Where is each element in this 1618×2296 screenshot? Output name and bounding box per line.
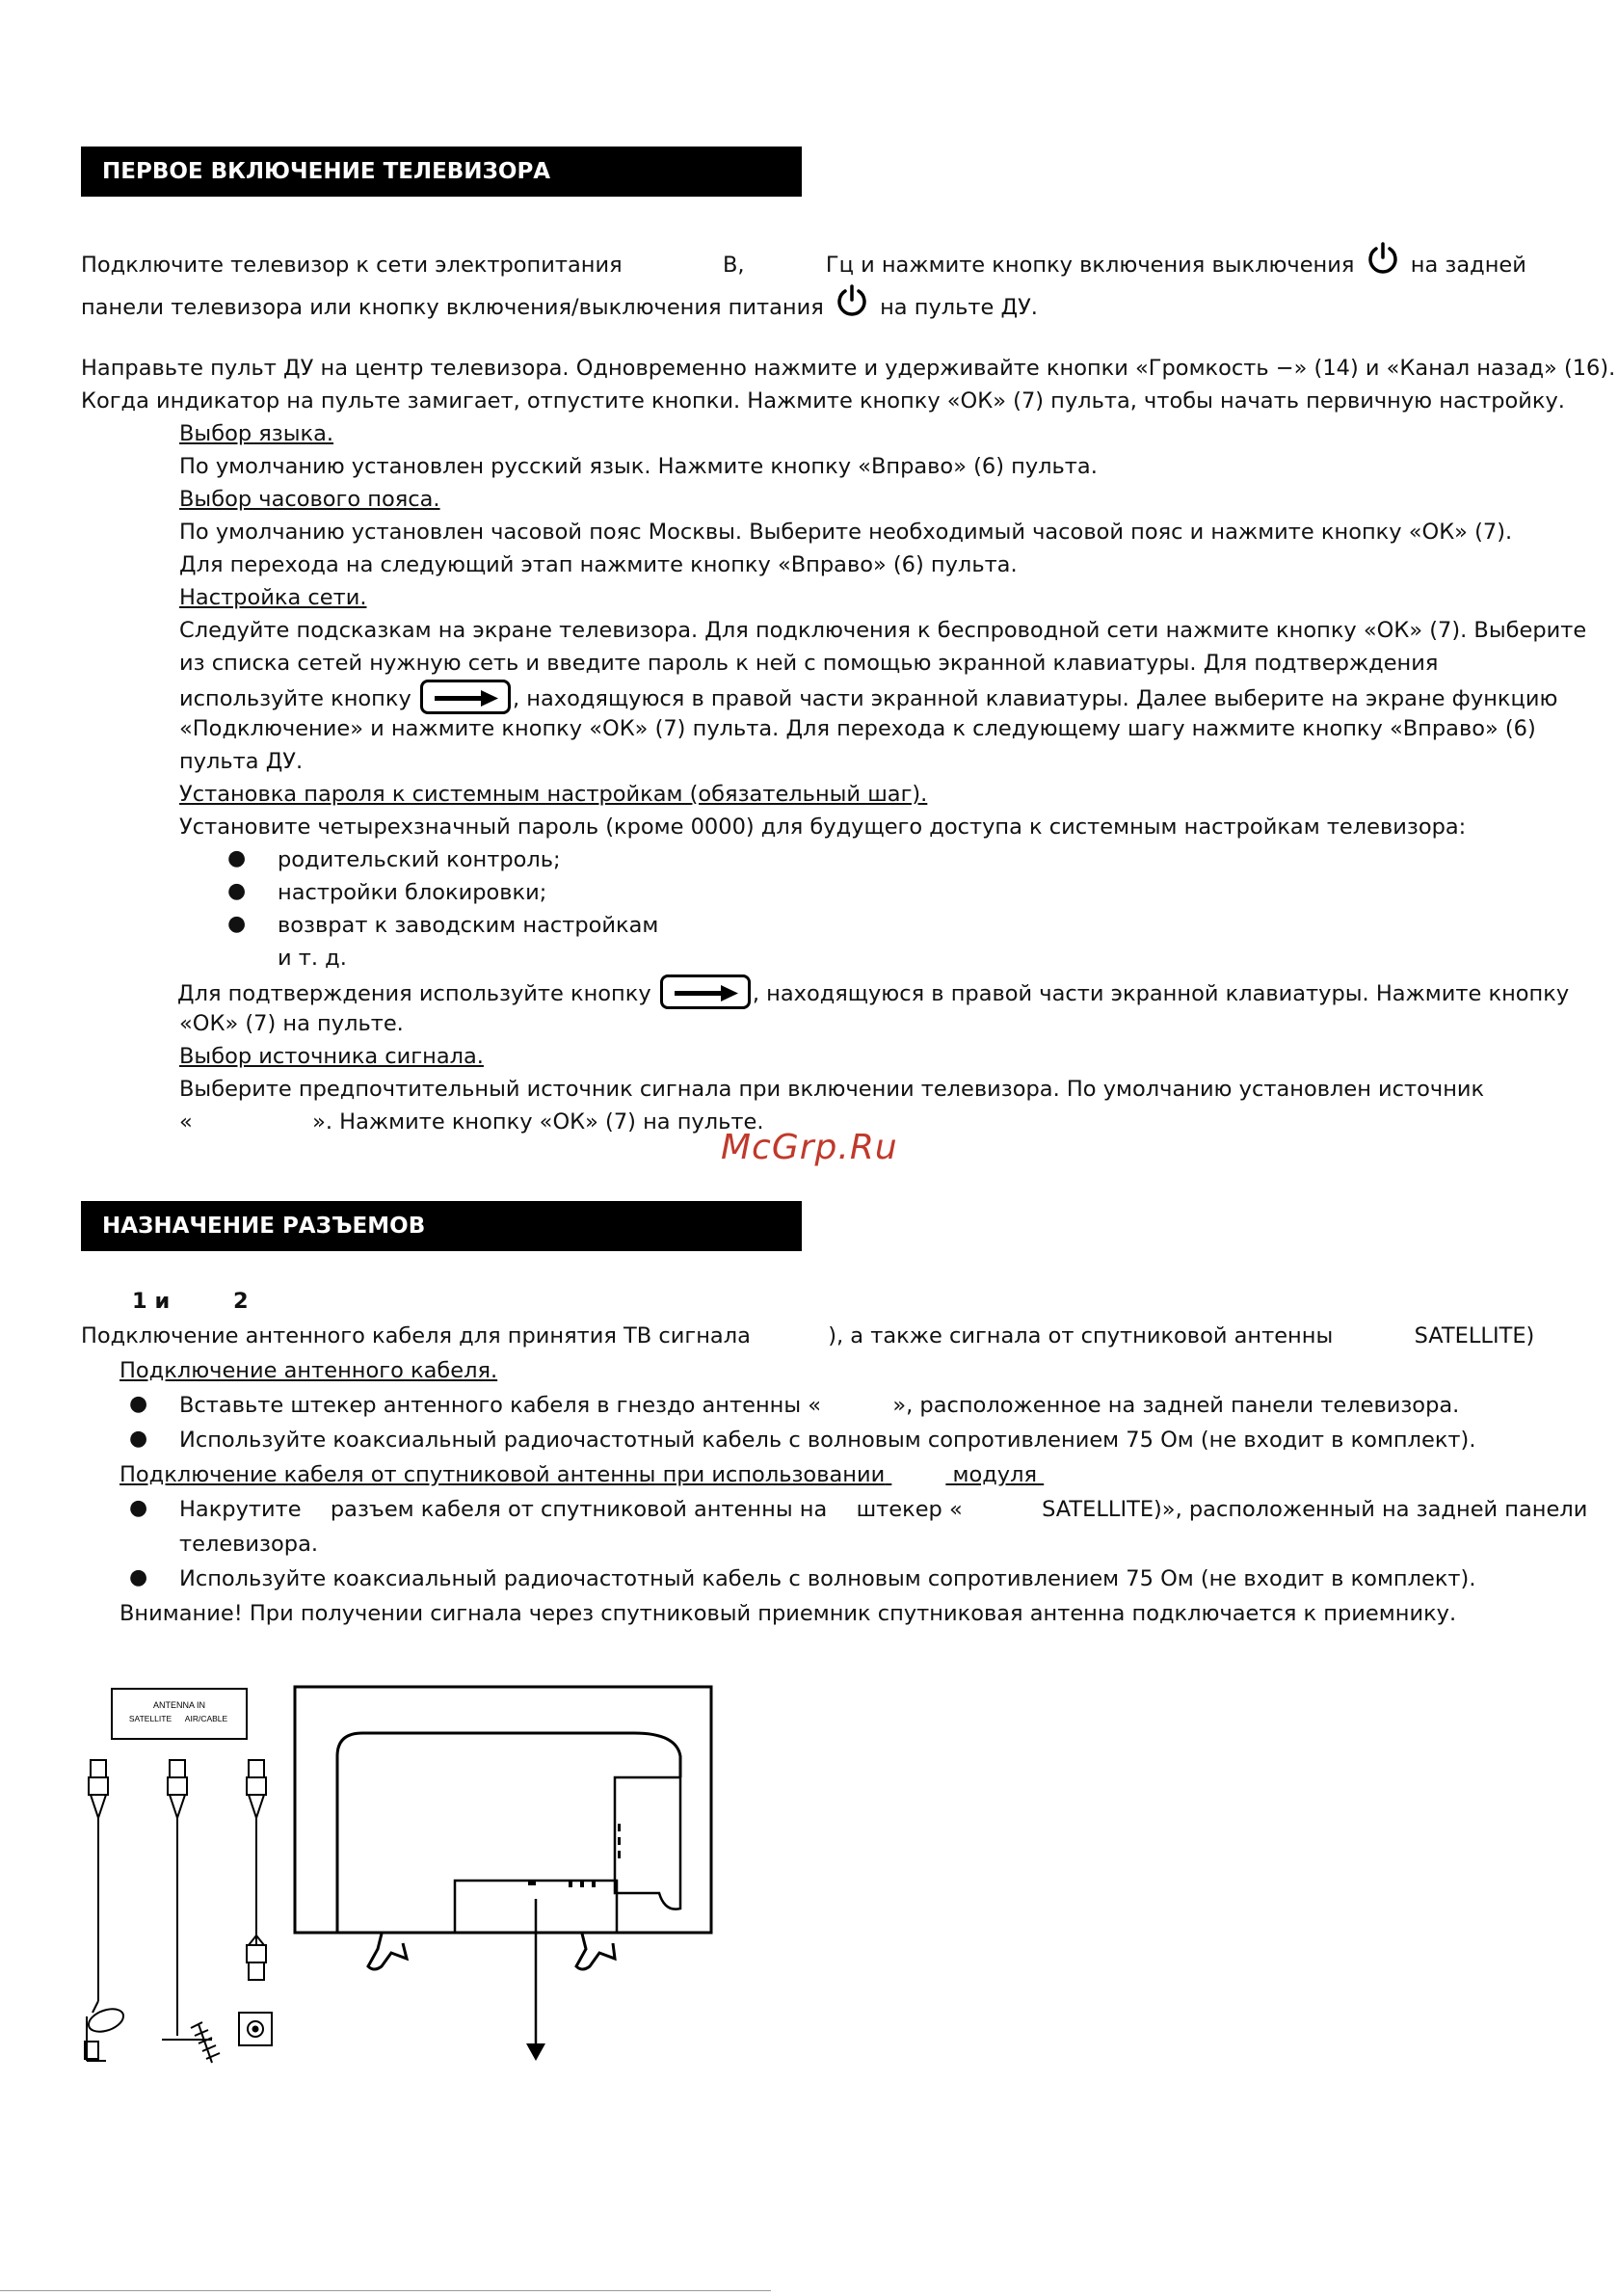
subheading-language: Выбор языка. <box>179 421 334 446</box>
text-timezone-1: По умолчанию установлен часовой пояс Москвы. Выберите необходимый часовой пояс и нажмите кнопку «ОК» (7). <box>179 520 1513 545</box>
watermark: McGrp.Ru <box>721 1128 898 1167</box>
subheading-satellite <box>119 1458 1049 1491</box>
text: Для подтверждения используйте кнопку <box>177 981 651 1006</box>
text-network-3 <box>179 680 1557 715</box>
paragraph-remote-line2: Когда индикатор на пульте замигает, отпустите кнопки. Нажмите кнопку «ОК» (7) пульта, чтобы начать первичную настройку. <box>81 388 1565 414</box>
section-title-connectors: НАЗНАЧЕНИЕ РАЗЪЕМОВ <box>81 1201 802 1251</box>
list-item-antenna-1 <box>179 1389 1459 1422</box>
text: « <box>179 1109 193 1135</box>
connection-diagram <box>67 1677 742 2082</box>
paragraph-power-line1 <box>81 241 1526 285</box>
text: разъем кабеля от спутниковой антенны на <box>330 1497 828 1522</box>
footer-rule <box>0 2290 771 2291</box>
text: Подключение антенного кабеля для принятия ТВ сигнала <box>81 1323 751 1348</box>
text: В, <box>722 253 745 278</box>
text-network-5: пульта ДУ. <box>179 749 304 774</box>
bullet: ● <box>227 912 247 936</box>
text: Подключите телевизор к сети электропитания <box>81 253 623 278</box>
cable-wall-cable <box>239 1760 272 2045</box>
list-item-satellite-2: Используйте коаксиальный радиочастотный кабель с волновым сопротивлением 75 Ом (не входит в комплект). <box>179 1566 1476 1591</box>
text: SATELLITE)», расположенный на задней панели <box>1042 1497 1588 1522</box>
antenna-label-air: AIR/CABLE <box>184 1714 228 1723</box>
text: ), а также сигнала от спутниковой антенны <box>828 1323 1334 1348</box>
text-network-4: «Подключение» и нажмите кнопку «ОК» (7) пульта. Для перехода к следующему шагу нажмите кнопку «Вправо» (6) <box>179 716 1536 741</box>
subheading-source: Выбор источника сигнала. <box>179 1044 484 1069</box>
text: Вставьте штекер антенного кабеля в гнездо антенны « <box>179 1393 822 1418</box>
bullet: ● <box>227 879 247 903</box>
text: Подключение кабеля от спутниковой антенны при использовании <box>119 1462 886 1487</box>
subheading-timezone: Выбор часового пояса. <box>179 487 440 512</box>
bullet: ● <box>129 1392 148 1416</box>
bullet: ● <box>227 846 247 870</box>
text: , находящуюся в правой части экранной клавиатуры. Нажмите кнопку <box>752 981 1570 1006</box>
text: модуля <box>952 1462 1038 1487</box>
text-source-2 <box>179 1106 764 1138</box>
list-item-password-1: родительский контроль; <box>278 847 561 872</box>
bullet: ● <box>129 1496 148 1520</box>
bullet: ● <box>129 1427 148 1451</box>
text-network-1: Следуйте подсказкам на экране телевизора. Для подключения к беспроводной сети нажмите кнопку «ОК» (7). Выберите <box>179 618 1587 643</box>
list-item-antenna-2: Используйте коаксиальный радиочастотный кабель с волновым сопротивлением 75 Ом (не входит в комплект). <box>179 1428 1476 1453</box>
antenna-label-title: ANTENNA IN <box>152 1700 206 1710</box>
enter-arrow-icon <box>420 680 511 714</box>
text-password: Установите четырехзначный пароль (кроме 0000) для будущего доступа к системным настройкам телевизора: <box>179 814 1467 840</box>
enter-arrow-icon <box>660 974 751 1009</box>
tv-rear-view <box>295 1687 711 2061</box>
text: 2 <box>232 1289 249 1314</box>
text: на задней <box>1410 253 1526 278</box>
text-network-2: из списка сетей нужную сеть и введите пароль к ней с помощью экранной клавиатуры. Для подтверждения <box>179 651 1439 676</box>
subheading-password: Установка пароля к системным настройкам (обязательный шаг). <box>179 782 928 807</box>
text-note: Внимание! При получении сигнала через спутниковый приемник спутниковая антенна подключается к приемнику. <box>119 1601 1457 1626</box>
list-item-password-2: настройки блокировки; <box>278 880 547 905</box>
subheading-network: Настройка сети. <box>179 585 367 610</box>
paragraph-power-line2 <box>81 283 1038 328</box>
text: SATELLITE) <box>1414 1323 1535 1348</box>
subheading-antenna: Подключение антенного кабеля. <box>119 1358 498 1383</box>
text: ». Нажмите кнопку «ОК» (7) на пульте. <box>312 1109 764 1135</box>
terrestrial-cable <box>162 1760 220 2063</box>
text: используйте кнопку <box>179 686 411 711</box>
text: Накрутите <box>179 1497 302 1522</box>
text: », расположенное на задней панели телевизора. <box>892 1393 1460 1418</box>
text: штекер « <box>856 1497 963 1522</box>
power-icon <box>835 283 869 328</box>
text: Гц и нажмите кнопку включения выключения <box>825 253 1355 278</box>
text: , находящуюся в правой части экранной клавиатуры. Далее выберите на экране функцию <box>512 686 1558 711</box>
list-item-password-3: возврат к заводским настройкам <box>278 913 659 938</box>
text-source-1: Выберите предпочтительный источник сигнала при включении телевизора. По умолчанию установлен источник <box>179 1077 1485 1102</box>
list-item-satellite-1 <box>179 1493 1587 1526</box>
text-etc: и т. д. <box>278 946 347 971</box>
text-confirm-2: «ОК» (7) на пульте. <box>179 1011 404 1036</box>
section-title-first-start: ПЕРВОЕ ВКЛЮЧЕНИЕ ТЕЛЕВИЗОРА <box>81 147 802 197</box>
text: панели телевизора или кнопку включения/выключения питания <box>81 295 824 320</box>
paragraph-remote-line1: Направьте пульт ДУ на центр телевизора. Одновременно нажмите и удерживайте кнопки «Громкость −» (14) и «Канал назад» (16). <box>81 356 1616 381</box>
power-icon <box>1366 241 1400 285</box>
subtitle-connectors <box>132 1285 249 1318</box>
satellite-cable <box>85 1760 123 2061</box>
text-language: По умолчанию установлен русский язык. Нажмите кнопку «Вправо» (6) пульта. <box>179 454 1098 479</box>
text: на пульте ДУ. <box>880 295 1038 320</box>
bullet: ● <box>129 1565 148 1589</box>
list-item-satellite-1-cont: телевизора. <box>179 1532 319 1557</box>
text-timezone-2: Для перехода на следующий этап нажмите кнопку «Вправо» (6) пульта. <box>179 552 1018 577</box>
text-confirm-1 <box>177 974 1569 1010</box>
antenna-label-sat: SATELLITE <box>128 1714 172 1723</box>
text-connectors-intro <box>81 1320 1534 1352</box>
text: 1 и <box>132 1289 171 1314</box>
